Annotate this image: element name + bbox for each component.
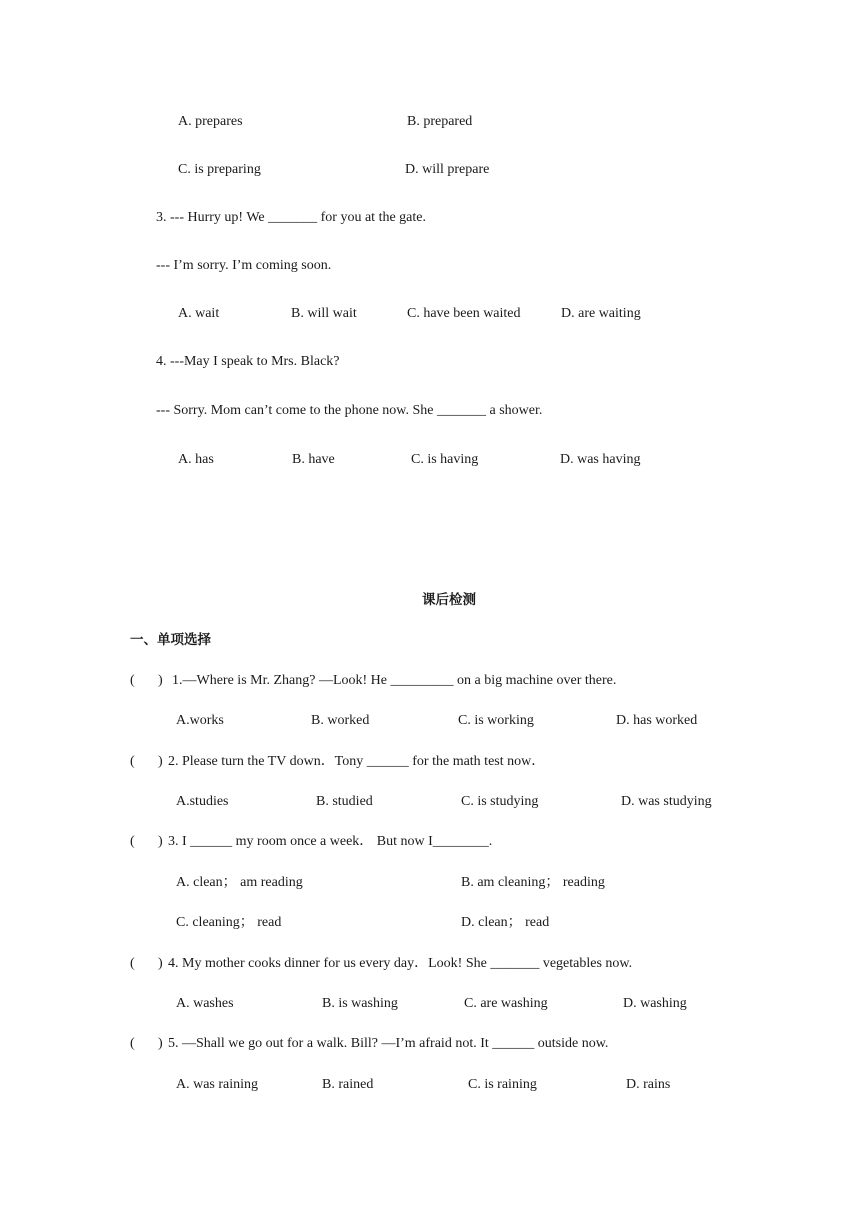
question-text: 3. I ______ my room once a week． But now I________. xyxy=(168,834,493,849)
option-c: C. is having xyxy=(411,452,479,467)
subsection-title: 一、单项选择 xyxy=(130,632,211,648)
option-b: B. worked xyxy=(311,713,370,728)
option-c: C. is working xyxy=(458,713,534,728)
option-d: D. washing xyxy=(623,996,687,1011)
question-reply: --- Sorry. Mom can’t come to the phone now. She _______ a shower. xyxy=(156,403,543,418)
answer-paren-close: ) xyxy=(158,956,163,971)
answer-paren-close: ) xyxy=(158,754,163,769)
option-b: B. am cleaning； reading xyxy=(461,875,605,890)
question-text: 4. ---May I speak to Mrs. Black? xyxy=(156,354,340,369)
option-c: C. cleaning； read xyxy=(176,915,282,930)
option-d: D. was having xyxy=(560,452,641,467)
option-a: A. clean； am reading xyxy=(176,875,303,890)
option-d: D. will prepare xyxy=(405,162,490,177)
option-b: B. studied xyxy=(316,794,373,809)
answer-paren-open: ( xyxy=(130,673,135,688)
option-a: A. was raining xyxy=(176,1077,259,1092)
option-a: A. has xyxy=(178,452,214,467)
option-a: A.studies xyxy=(176,794,229,809)
option-b: B. rained xyxy=(322,1077,374,1092)
option-b: B. have xyxy=(292,452,335,467)
answer-paren-close: ) xyxy=(158,834,163,849)
option-b: B. prepared xyxy=(407,114,473,129)
option-d: D. was studying xyxy=(621,794,712,809)
question-reply: --- I’m sorry. I’m coming soon. xyxy=(156,258,332,273)
question-text: 4. My mother cooks dinner for us every day．Look! She _______ vegetables now. xyxy=(168,956,633,971)
option-c: C. are washing xyxy=(464,996,548,1011)
option-c: C. is raining xyxy=(468,1077,537,1092)
section-title: 课后检测 xyxy=(422,592,476,608)
answer-paren-close: ) xyxy=(158,1036,163,1051)
option-a: A. prepares xyxy=(178,114,243,129)
option-b: B. is washing xyxy=(322,996,398,1011)
question-text: 1.—Where is Mr. Zhang? —Look! He _________ on a big machine over there. xyxy=(172,673,617,688)
answer-paren-open: ( xyxy=(130,754,135,769)
question-text: 2. Please turn the TV down．Tony ______ for the math test now． xyxy=(168,754,546,769)
answer-paren-close: ) xyxy=(158,673,163,688)
answer-paren-open: ( xyxy=(130,956,135,971)
question-text: 5. —Shall we go out for a walk. Bill? —I’m afraid not. It ______ outside now. xyxy=(168,1036,609,1051)
option-b: B. will wait xyxy=(291,306,357,321)
answer-paren-open: ( xyxy=(130,1036,135,1051)
answer-paren-open: ( xyxy=(130,834,135,849)
option-a: A. wait xyxy=(178,306,220,321)
option-d: D. are waiting xyxy=(561,306,641,321)
option-c: C. is preparing xyxy=(178,162,261,177)
option-d: D. has worked xyxy=(616,713,698,728)
option-a: A. washes xyxy=(176,996,234,1011)
option-a: A.works xyxy=(176,713,224,728)
option-d: D. clean； read xyxy=(461,915,550,930)
option-c: C. is studying xyxy=(461,794,539,809)
option-d: D. rains xyxy=(626,1077,671,1092)
question-text: 3. --- Hurry up! We _______ for you at the gate. xyxy=(156,210,426,225)
option-c: C. have been waited xyxy=(407,306,521,321)
